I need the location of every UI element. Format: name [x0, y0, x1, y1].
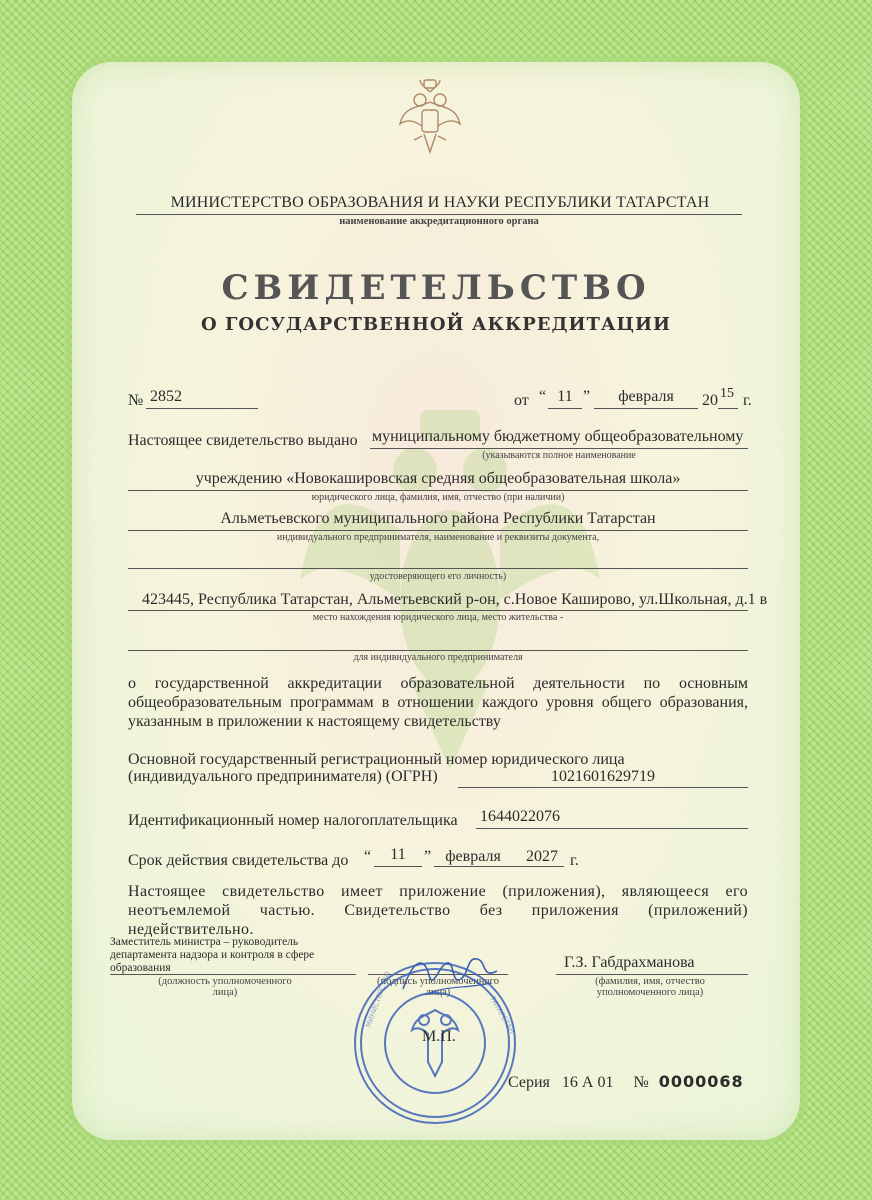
caption-location: место нахождения юридического лица, место жительства - — [312, 612, 564, 623]
validity-label: Срок действия свидетельства до — [128, 852, 349, 869]
caption-legal-entity: юридического лица, фамилия, имя, отчество (при наличии) — [311, 492, 565, 503]
ogrn-label-line2: (индивидуального предпринимателя) (ОГРН) — [128, 768, 438, 785]
inn-underline — [476, 828, 748, 829]
svg-text:МИНИСТЕРСТВО: МИНИСТЕРСТВО — [364, 970, 393, 1029]
validity-year: 2027 — [526, 848, 558, 865]
validity-day-underline — [374, 866, 422, 867]
issued-label: Настоящее свидетельство выдано — [128, 432, 358, 449]
number-underline — [146, 408, 258, 409]
holder-name-line1: муниципальному бюджетному общеобразовательному — [372, 428, 744, 445]
number-label: № — [128, 392, 144, 409]
document-title: СВИДЕТЕЛЬСТВО — [221, 268, 651, 308]
date-year-prefix: 20 — [702, 392, 718, 409]
position-underline — [110, 974, 356, 975]
signer-position: Заместитель министра – руководитель департамента надзора и контроля в сфере образования — [110, 936, 315, 974]
stamp-place: М.П. — [422, 1028, 456, 1045]
holder-underline-2 — [128, 490, 748, 491]
certificate-number: 2852 — [150, 388, 182, 405]
coat-of-arms-icon — [398, 78, 462, 156]
validity-day: 11 — [390, 846, 406, 863]
date-day: 11 — [557, 388, 573, 405]
caption-entrepreneur-address: для индивидуального предпринимателя — [353, 652, 523, 663]
caption-full-name: (указываются полное наименование — [482, 450, 636, 461]
validity-quote-open: “ — [364, 848, 372, 865]
position-caption: (должность уполномоченного лица) — [158, 976, 292, 998]
blank-number-label: № — [633, 1074, 649, 1091]
holder-underline-3 — [128, 530, 748, 531]
date-month-underline — [594, 408, 698, 409]
series-label: Серия — [508, 1074, 550, 1091]
date-year-underline — [718, 408, 738, 409]
ogrn-underline — [458, 787, 748, 788]
series-value: 16 А 01 — [561, 1074, 614, 1091]
holder-name-line2: учреждению «Новокашировская средняя общеобразовательная школа» — [195, 470, 681, 487]
holder-underline-1 — [370, 448, 748, 449]
validity-quote-close: ” — [424, 848, 432, 865]
signer-name-caption: (фамилия, имя, отчество уполномоченного лица) — [595, 976, 705, 998]
holder-address: 423445, Республика Татарстан, Альметьевский р-он, с.Новое Каширово, ул.Школьная, д.1 в — [142, 591, 768, 608]
svg-text:ТАТАРСТАН: ТАТАРСТАН — [488, 995, 516, 1036]
appendix-note: Настоящее свидетельство имеет приложение (приложения), являющееся его неотъемлемой частью. Свидетельство без приложения (приложений) недействительно. — [128, 883, 748, 938]
document-subtitle: О ГОСУДАРСТВЕННОЙ АККРЕДИТАЦИИ — [201, 314, 671, 335]
ministry-name: МИНИСТЕРСТВО ОБРАЗОВАНИЯ И НАУКИ РЕСПУБЛИКИ ТАТАРСТАН — [170, 194, 710, 211]
signer-name: Г.З. Габдрахманова — [564, 954, 695, 971]
inn-value: 1644022076 — [480, 808, 560, 825]
holder-name-line3: Альметьевского муниципального района Республики Татарстан — [220, 510, 656, 527]
validity-month: февраля — [445, 848, 501, 865]
validity-suffix: г. — [570, 852, 579, 869]
caption-entrepreneur: индивидуального предпринимателя, наименование и реквизиты документа, — [276, 532, 600, 543]
blank-series — [508, 1072, 744, 1092]
date-quote-close: ” — [583, 388, 591, 405]
accreditation-purpose: о государственной аккредитации образовательной деятельности по основным общеобразовательным программам в отношении каждого уровня общего образования, указанным в приложении к настоящему свидетельству — [128, 675, 748, 730]
date-quote-open: “ — [539, 388, 547, 405]
caption-identity: удостоверяющего его личность) — [369, 571, 507, 582]
ministry-caption: наименование аккредитационного органа — [339, 216, 539, 227]
date-day-underline — [548, 408, 582, 409]
address-underline — [128, 610, 748, 611]
signer-name-underline — [556, 974, 748, 975]
ministry-underline — [136, 214, 742, 215]
date-month: февраля — [618, 388, 674, 405]
date-suffix: г. — [743, 392, 752, 409]
inn-label: Идентификационный номер налогоплательщика — [128, 812, 458, 829]
signature-caption: (подпись уполномоченного лица) — [377, 976, 499, 998]
holder-underline-4 — [128, 568, 748, 569]
date-prefix: от — [514, 392, 529, 409]
ogrn-value: 1021601629719 — [551, 768, 655, 785]
validity-month-underline — [434, 866, 564, 867]
address-underline-2 — [128, 650, 748, 651]
date-year-suffix: 15 — [720, 386, 734, 401]
signature-icon — [395, 945, 505, 1005]
blank-number-value: 0000068 — [658, 1072, 744, 1091]
ogrn-label-line1: Основной государственный регистрационный номер юридического лица — [128, 751, 625, 768]
